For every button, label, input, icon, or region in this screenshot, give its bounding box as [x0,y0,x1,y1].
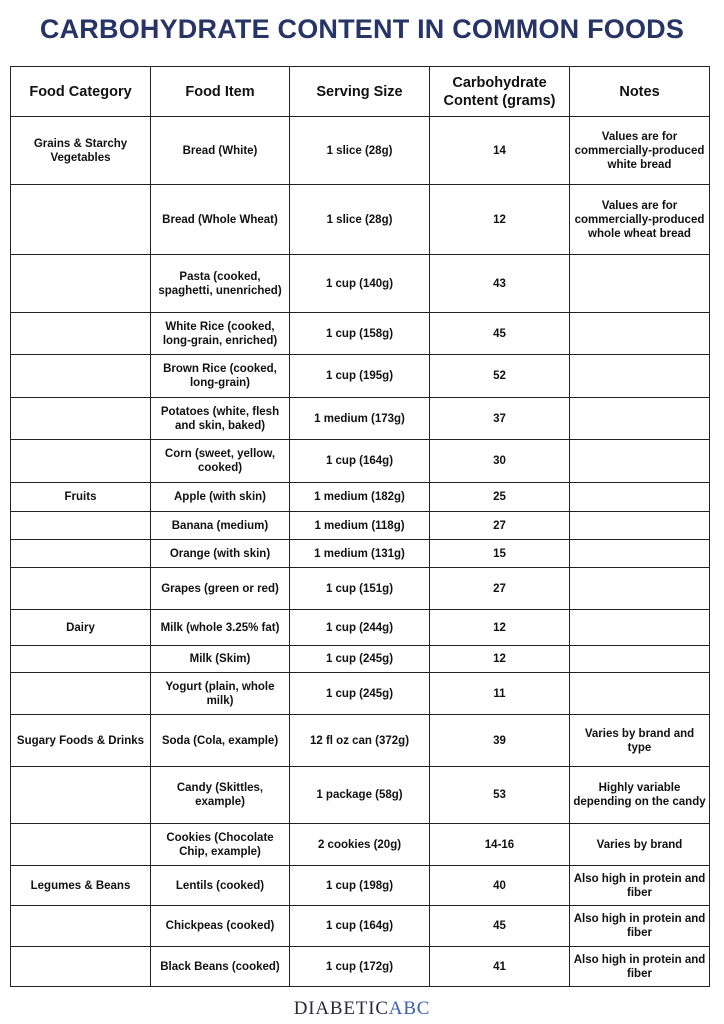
notes: Values are for commercially-produced white bread [570,117,710,185]
food-item: Milk (Skim) [151,646,290,673]
food-category [11,568,151,610]
carb-content: 53 [430,767,570,824]
serving-size: 1 cup (198g) [290,866,430,906]
carb-content: 12 [430,646,570,673]
food-item: Cookies (Chocolate Chip, example) [151,824,290,866]
carb-content: 30 [430,440,570,483]
food-item: Grapes (green or red) [151,568,290,610]
header-carbohydrate-content: Carbohydrate Content (grams) [430,67,570,117]
food-category [11,673,151,715]
food-category [11,440,151,483]
carb-content: 15 [430,540,570,568]
table-row [11,824,710,866]
food-item: Bread (White) [151,117,290,185]
food-item: Apple (with skin) [151,483,290,512]
brand-logo-part2: ABC [388,998,431,1019]
food-item: Candy (Skittles, example) [151,767,290,824]
carb-content: 27 [430,568,570,610]
notes: Varies by brand [570,824,710,866]
table-row [11,440,710,483]
carb-content: 43 [430,255,570,313]
food-item: Lentils (cooked) [151,866,290,906]
notes [570,610,710,646]
table-row [11,313,710,355]
page-title: CARBOHYDRATE CONTENT IN COMMON FOODS [39,14,685,44]
food-item: Bread (Whole Wheat) [151,185,290,255]
food-item: Pasta (cooked, spaghetti, unenriched) [151,255,290,313]
serving-size: 1 cup (140g) [290,255,430,313]
carb-content: 40 [430,866,570,906]
food-category [11,355,151,398]
food-category: Legumes & Beans [11,866,151,906]
carb-content: 41 [430,947,570,987]
carb-content: 52 [430,355,570,398]
table-row [11,767,710,824]
carb-content: 27 [430,512,570,540]
serving-size: 1 medium (173g) [290,398,430,440]
notes: Varies by brand and type [570,715,710,767]
food-category [11,313,151,355]
header-serving-size: Serving Size [290,67,430,117]
food-item: Banana (medium) [151,512,290,540]
notes: Also high in protein and fiber [570,906,710,947]
carb-content: 14-16 [430,824,570,866]
food-category [11,824,151,866]
serving-size: 1 cup (245g) [290,646,430,673]
table-row [11,906,710,947]
carb-content: 12 [430,610,570,646]
food-category: Sugary Foods & Drinks [11,715,151,767]
notes [570,313,710,355]
carb-content: 11 [430,673,570,715]
serving-size: 1 slice (28g) [290,185,430,255]
notes: Highly variable depending on the candy [570,767,710,824]
food-item: Orange (with skin) [151,540,290,568]
food-item: Brown Rice (cooked, long-grain) [151,355,290,398]
carb-content: 12 [430,185,570,255]
food-category [11,512,151,540]
serving-size: 1 package (58g) [290,767,430,824]
carb-content: 25 [430,483,570,512]
table-row [11,646,710,673]
food-category: Dairy [11,610,151,646]
serving-size: 1 cup (245g) [290,673,430,715]
header-food-item: Food Item [151,67,290,117]
brand-logo-part1: DIABETIC [293,998,389,1019]
table-row [11,540,710,568]
table-row [11,355,710,398]
notes: Values are for commercially-produced whole wheat bread [570,185,710,255]
food-item: Chickpeas (cooked) [151,906,290,947]
serving-size: 1 cup (164g) [290,440,430,483]
serving-size: 1 cup (172g) [290,947,430,987]
table-row [11,673,710,715]
table-header-row [11,67,710,117]
notes [570,398,710,440]
header-notes: Notes [570,67,710,117]
food-category [11,540,151,568]
serving-size: 1 slice (28g) [290,117,430,185]
table-row [11,610,710,646]
food-category [11,646,151,673]
food-category [11,398,151,440]
carb-content: 39 [430,715,570,767]
food-category: Grains & Starchy Vegetables [11,117,151,185]
food-item: Potatoes (white, flesh and skin, baked) [151,398,290,440]
brand-logo [0,998,724,1020]
header-food-category: Food Category [11,67,151,117]
table-row [11,512,710,540]
notes [570,540,710,568]
table-row [11,185,710,255]
serving-size: 12 fl oz can (372g) [290,715,430,767]
table-row [11,483,710,512]
carbohydrate-table [10,66,710,987]
serving-size: 1 medium (182g) [290,483,430,512]
food-category [11,906,151,947]
food-category [11,767,151,824]
notes [570,255,710,313]
table-row [11,255,710,313]
food-item: Corn (sweet, yellow, cooked) [151,440,290,483]
food-item: Soda (Cola, example) [151,715,290,767]
food-item: Yogurt (plain, whole milk) [151,673,290,715]
serving-size: 1 cup (151g) [290,568,430,610]
serving-size: 1 cup (244g) [290,610,430,646]
notes: Also high in protein and fiber [570,947,710,987]
notes [570,440,710,483]
serving-size: 2 cookies (20g) [290,824,430,866]
notes: Also high in protein and fiber [570,866,710,906]
carb-content: 45 [430,906,570,947]
food-item: Milk (whole 3.25% fat) [151,610,290,646]
notes [570,673,710,715]
food-item: Black Beans (cooked) [151,947,290,987]
table-row [11,568,710,610]
serving-size: 1 medium (118g) [290,512,430,540]
table-row [11,715,710,767]
table-row [11,866,710,906]
serving-size: 1 cup (195g) [290,355,430,398]
serving-size: 1 medium (131g) [290,540,430,568]
notes [570,646,710,673]
table-row [11,117,710,185]
food-category [11,185,151,255]
food-category [11,255,151,313]
notes [570,568,710,610]
food-item: White Rice (cooked, long-grain, enriched) [151,313,290,355]
serving-size: 1 cup (158g) [290,313,430,355]
notes [570,355,710,398]
table-row [11,398,710,440]
carb-content: 45 [430,313,570,355]
table-row [11,947,710,987]
notes [570,483,710,512]
serving-size: 1 cup (164g) [290,906,430,947]
food-category: Fruits [11,483,151,512]
carb-content: 14 [430,117,570,185]
carb-content: 37 [430,398,570,440]
food-category [11,947,151,987]
notes [570,512,710,540]
